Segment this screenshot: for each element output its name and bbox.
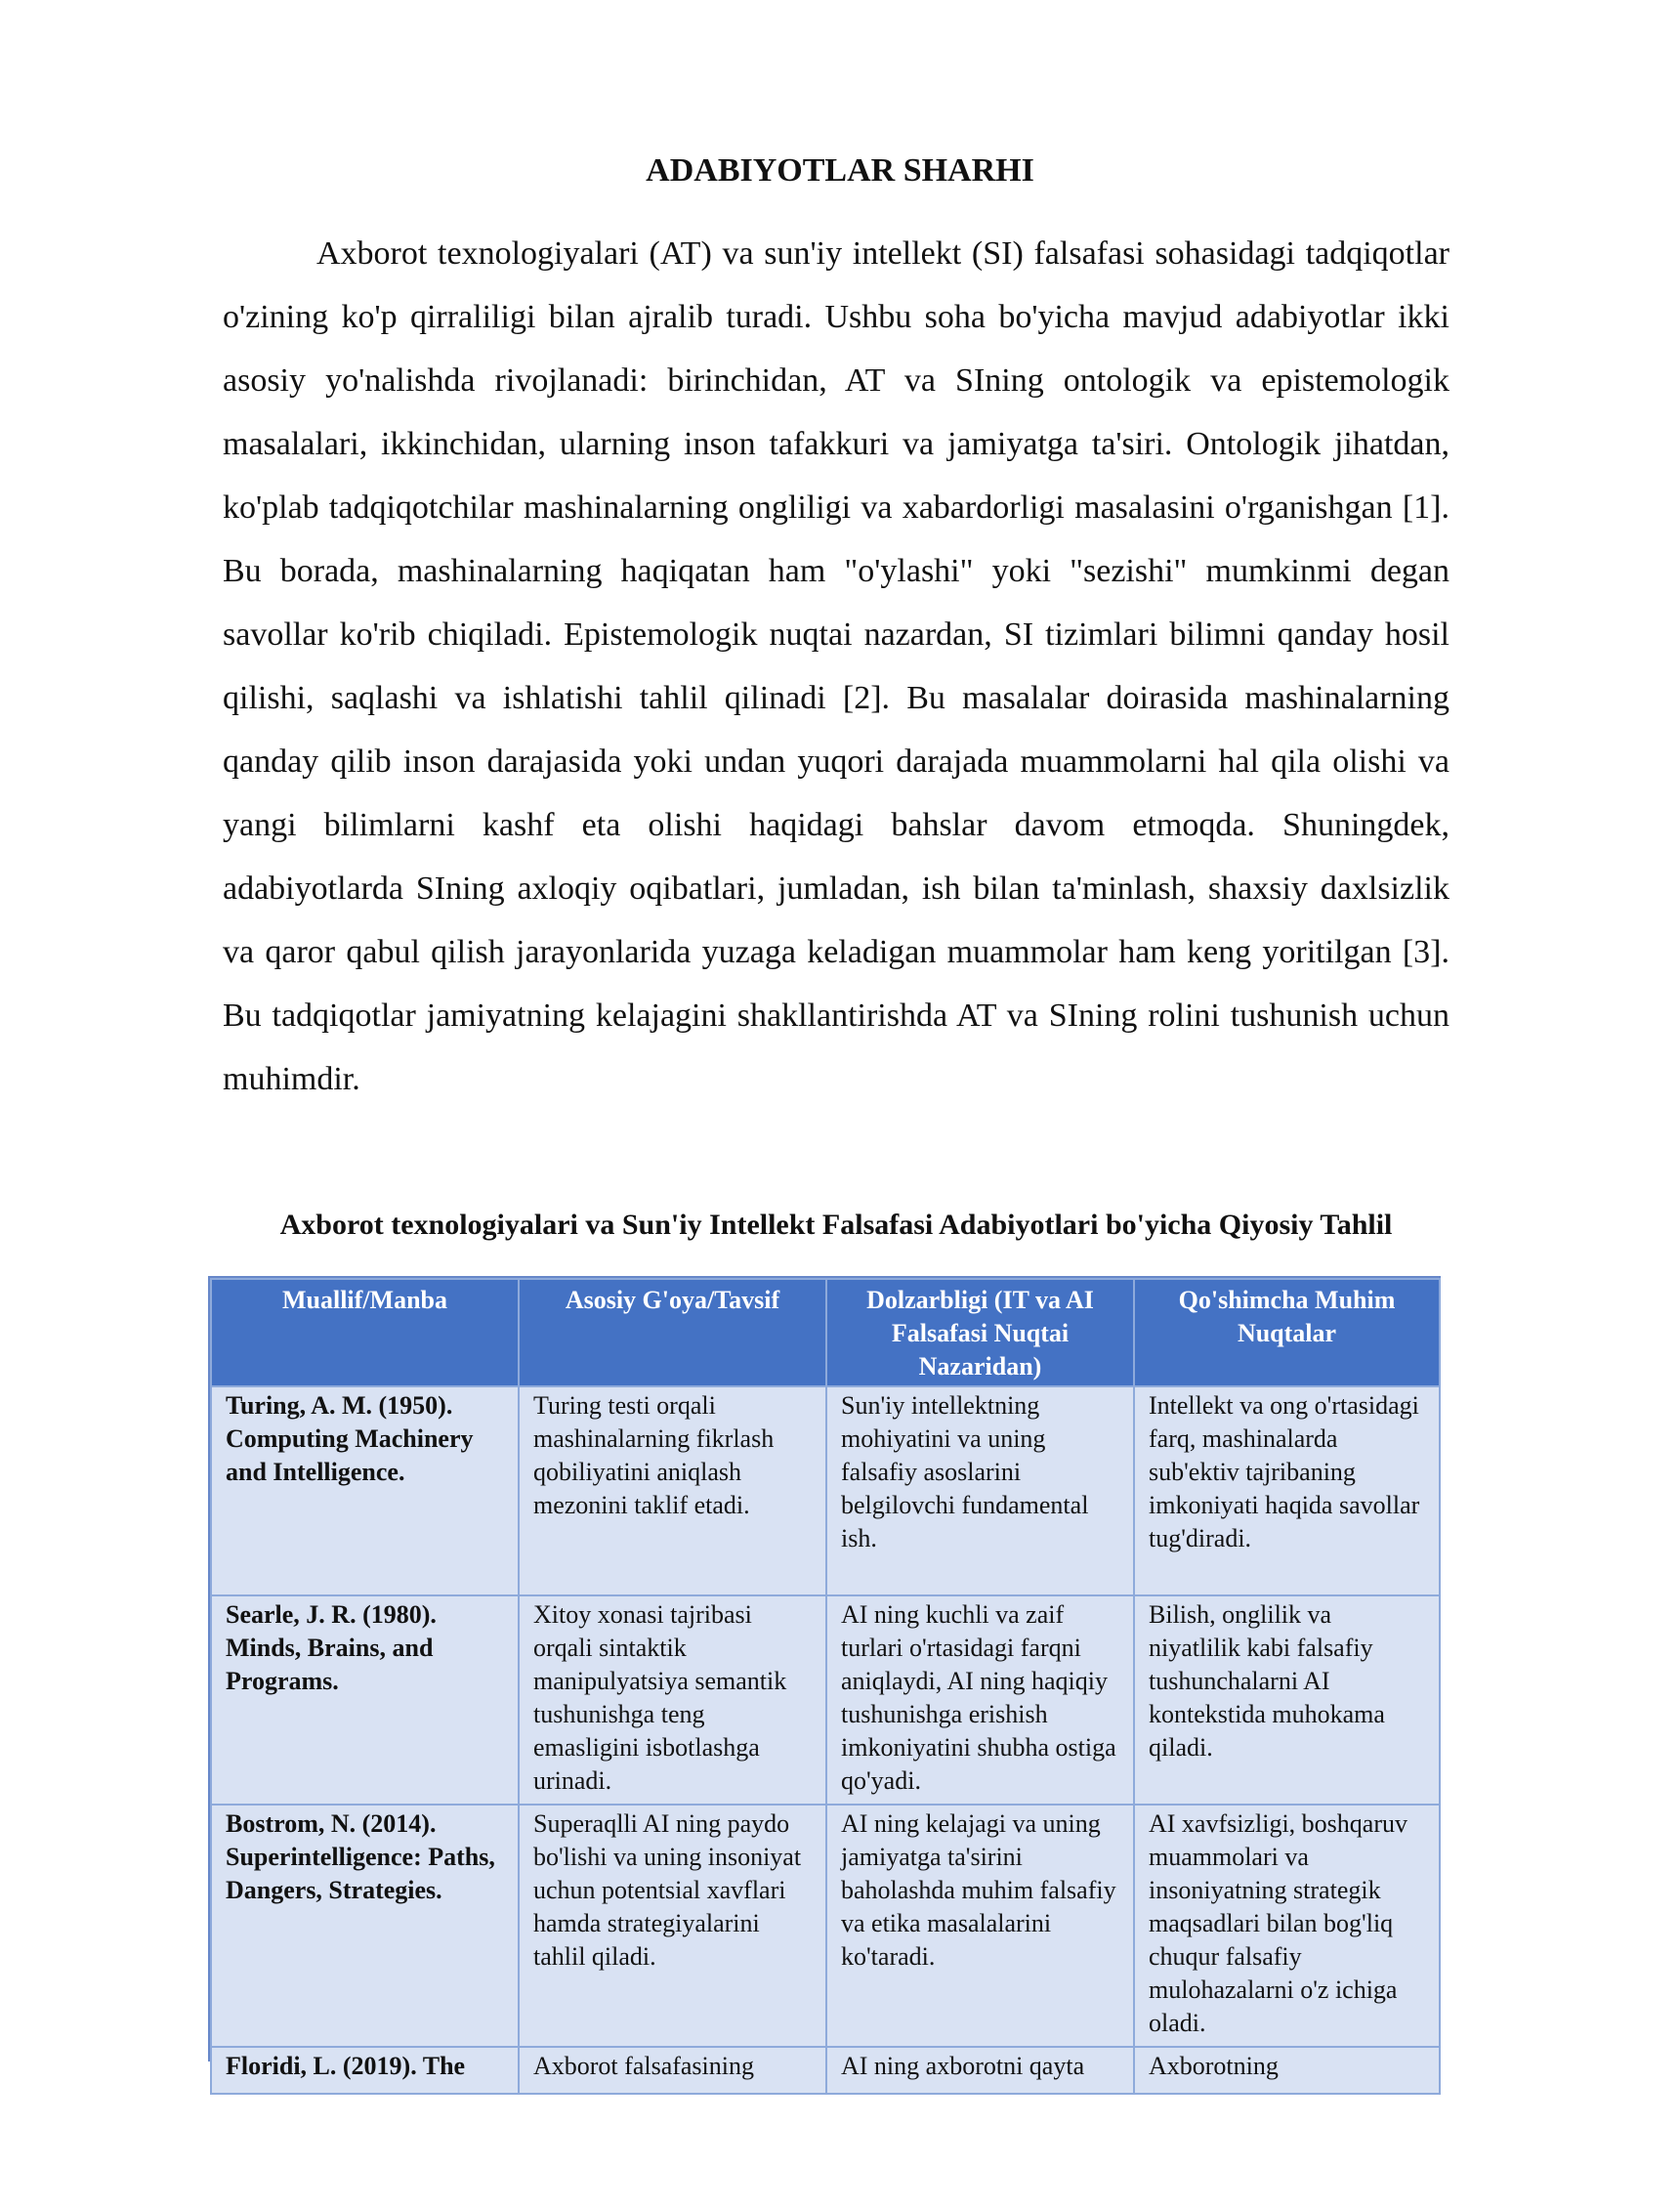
cell-notes: Intellekt va ong o'rtasidagi farq, mashinalarda sub'ektiv tajribaning imkoniyati haqida savollar tug'diradi. — [1134, 1386, 1440, 1595]
cell-idea: Axborot falsafasining — [519, 2047, 826, 2094]
cell-source: Turing, A. M. (1950). Computing Machinery and Intelligence. — [211, 1386, 519, 1595]
cell-notes: AI xavfsizligi, boshqaruv muammolari va insoniyatning strategik maqsadlari bilan bog'liq chuqur falsafiy mulohazalarni o'z ichiga oladi. — [1134, 1805, 1440, 2047]
cell-notes: Bilish, onglilik va niyatlilik kabi falsafiy tushunchalarni AI kontekstida muhokama qiladi. — [1134, 1595, 1440, 1805]
cell-source: Floridi, L. (2019). The — [211, 2047, 519, 2094]
header-additional-points: Qo'shimcha Muhim Nuqtalar — [1134, 1279, 1440, 1386]
cell-relevance: AI ning kuchli va zaif turlari o'rtasidagi farqni aniqlaydi, AI ning haqiqiy tushunishga erishish imkoniyatini shubha ostiga qo'yadi. — [826, 1595, 1134, 1805]
table-row — [211, 2047, 1440, 2094]
cell-relevance: AI ning kelajagi va uning jamiyatga ta'sirini baholashda muhim falsafiy va etika masalalarini ko'taradi. — [826, 1805, 1134, 2047]
cell-idea: Superaqlli AI ning paydo bo'lishi va uning insoniyat uchun potentsial xavflari hamda strategiyalarini tahlil qiladi. — [519, 1805, 826, 2047]
comparison-table-container — [208, 1276, 1441, 2080]
table-header-row — [211, 1279, 1440, 1386]
table-row — [211, 1805, 1440, 2047]
cell-source: Bostrom, N. (2014). Superintelligence: Paths, Dangers, Strategies. — [211, 1805, 519, 2047]
header-relevance: Dolzarbligi (IT va AI Falsafasi Nuqtai Nazaridan) — [826, 1279, 1134, 1386]
table-row — [211, 1595, 1440, 1805]
cell-relevance: AI ning axborotni qayta — [826, 2047, 1134, 2094]
cell-notes: Axborotning — [1134, 2047, 1440, 2094]
table-caption: Axborot texnologiyalari va Sun'iy Intellekt Falsafasi Adabiyotlari bo'yicha Qiyosiy Tahlil — [279, 1209, 1393, 1241]
cell-relevance: Sun'iy intellektning mohiyatini va uning falsafiy asoslarini belgilovchi fundamental ish. — [826, 1386, 1134, 1595]
cell-idea: Xitoy xonasi tajribasi orqali sintaktik manipulyatsiya semantik tushunishga teng emasligini isbotlashga urinadi. — [519, 1595, 826, 1805]
cell-idea: Turing testi orqali mashinalarning fikrlash qobiliyatini aniqlash mezonini taklif etadi. — [519, 1386, 826, 1595]
table-row — [211, 1386, 1440, 1595]
literature-review-paragraph: Axborot texnologiyalari (AT) va sun'iy intellekt (SI) falsafasi sohasidagi tadqiqotlar o'zining ko'p qirraliligi bilan ajralib turadi. Ushbu soha bo'yicha mavjud adabiyotlar ikki asosiy yo'nalishda rivojlanadi: birinchidan, AT va SIning ontologik va epistemologik masalalari, ikkinchidan, ularning inson tafakkuri va jamiyatga ta'siri. Ontologik jihatdan, ko'plab tadqiqotchilar mashinalarning ongliligi va xabardorligi masalasini o'rganishgan [1]. Bu borada, mashinalarning haqiqatan ham "o'ylashi" yoki "sezishi" mumkinmi degan savollar ko'rib chiqiladi. Epistemologik nuqtai nazardan, SI tizimlari bilimni qanday hosil qilishi, saqlashi va ishlatishi tahlil qilinadi [2]. Bu masalalar doirasida mashinalarning qanday qilib inson darajasida yoki undan yuqori darajada muammolarni hal qila olishi va yangi bilimlarni kashf eta olishi haqidagi bahslar davom etmoqda. Shuningdek, adabiyotlarda SIning axloqiy oqibatlari, jumladan, ish bilan ta'minlash, shaxsiy daxlsizlik va qaror qabul qilish jarayonlarida yuzaga keladigan muammolar ham keng yoritilgan [3]. Bu tadqiqotlar jamiyatning kelajagini shakllantirishda AT va SIning rolini tushunish uchun muhimdir. — [223, 235, 1449, 1097]
header-author-source: Muallif/Manba — [211, 1279, 519, 1386]
comparison-table — [210, 1278, 1441, 2095]
cell-source: Searle, J. R. (1980). Minds, Brains, and Programs. — [211, 1595, 519, 1805]
section-heading: ADABIYOTLAR SHARHI — [646, 152, 1034, 189]
header-main-idea: Asosiy G'oya/Tavsif — [519, 1279, 826, 1386]
